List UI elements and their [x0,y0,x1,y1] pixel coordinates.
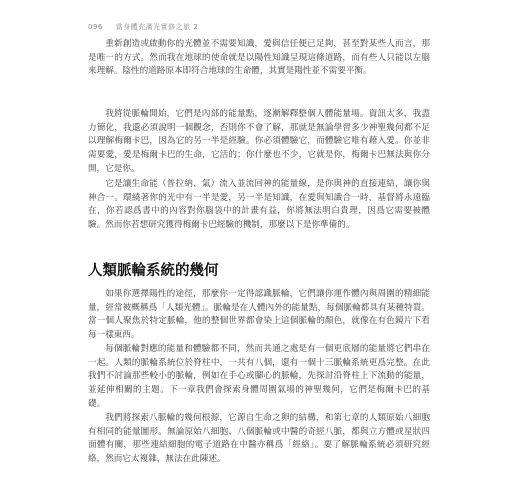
paragraph-geometry-roots: 我們將探索八脈輪的幾何根源，它源自生命之卵的結構，和第七章的人類原始八細胞有相同的能量圖形。無論原始八細胞、八個脈輪或中醫的奇經八脈，都與立方體或星狀四面體有關，那些連結細胞的電子道路在中醫亦稱爲「經絡」。要了解脈輪系統必須研究經絡，然而它太複雜，無法在此陳述。 [88,413,430,465]
running-head-title: 當身體充滿光實修之旅 2 [115,23,199,31]
running-head [88,22,198,32]
section-heading: 人類脈輪系統的幾何 [88,263,219,279]
paragraph-merkaba: 它是讓生命能（普拉納、氣）流入並流回神的能量線，是你與神的直接連結，讓你與神合一。環繞著你的光中有一半是愛，另一半是知識，在愛與知識合一時，基督將永遠臨在，你若認爲書中的內容對你腦袋中的計畫有益，你將無法明白貴理，因爲它需要被體驗。然而你若想研究獲得梅爾卡巴經驗的機制，那麼以下是你準備的。 [88,179,430,231]
paragraph-intro: 重新創造或啟動你的光體並不需要知識，愛與信任便已足夠，甚至對某些人而言，那是唯一的方式。然而我在地球的使命就是以陽性知識呈現這條道路，而有些人只能以左腦來理解。陰性的道路原本即符合地球的生命體，其實是陽性並不需要平衡。 [88,39,430,77]
paragraph-masculine-path: 如果你選擇陽性的途徑，那麼你一定得認識脈輪，它們讓你運作體內與周圍的精細能量，經常被概稱爲「人類光體」。脈輪是在人體內外的能量點，每個脈輪都具有某種特質。當一個人聚焦於特定脈輪，他的整個世界都會染上這個脈輪的顏色，就像在有色鏡片下看每一樣東西。 [88,289,430,341]
page-number: 096 [88,23,103,31]
paragraph-chakras-intro: 我將從脈輪開始，它們是內部的能量點，逐漸解釋整個人體能量場。資訊太多，我盡力簡化，我還必須說明一個觀念，否則你不會了解，那就是無論學習多少神聖幾何都不足以理解梅爾卡巴，因為它的另一半是經驗。你必須體驗它，而體驗它唯有藉入愛。你並非需要愛，愛是梅爾卡巴的生命，它活的；你什麼也不少，它就是你，梅爾卡巴無法與你分開，它是你。 [88,109,430,174]
paragraph-chakra-energy: 每個脈輪對應的能量和體驗都不同，然而共通之處是有一個更底層的能量將它們串在一起。人類的脈輪系統位於脊柱中，一共有八個，還有一個十三脈輪系統更爲完整。在此我們不討論那些較小的脈輪，例如在手心或腳心的脈輪，先探討沿脊柱上下流動的能量，並延伸相關的主題。下一章我們會探索身體周圍氣場的神聖幾何，它們是梅爾卡巴的基礎。 [88,344,430,409]
